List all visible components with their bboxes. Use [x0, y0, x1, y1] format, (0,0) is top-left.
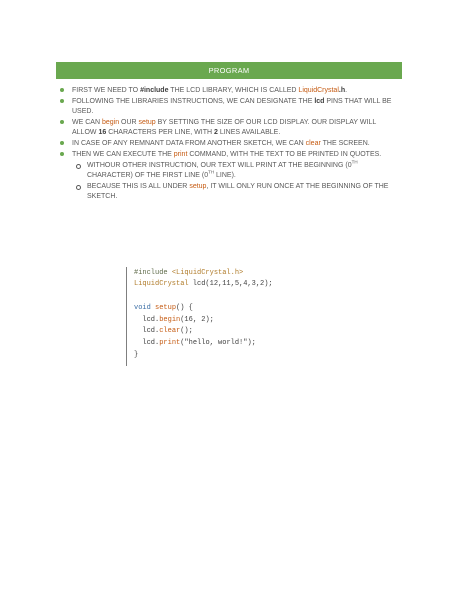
- sub-list-item: WITHOUR OTHER INSTRUCTION, OUR TEXT WILL PRINT AT THE BEGINNING (0TH CHARACTER) OF THE FIRST LINE (0TH LINE).: [87, 161, 402, 181]
- instruction-list: [72, 86, 402, 203]
- code-line: lcd.begin(16, 2);: [134, 316, 214, 324]
- sub-bullet-icon: [76, 185, 81, 190]
- code-line: void setup() {: [134, 304, 193, 312]
- code-block: [126, 267, 287, 366]
- list-item: FIRST WE NEED TO #include THE LCD LIBRARY, WHICH IS CALLED LiquidCrystal.h.: [72, 86, 402, 96]
- bullet-icon: [60, 141, 64, 145]
- list-item: THEN WE CAN EXECUTE THE print COMMAND, WITH THE TEXT TO BE PRINTED IN QUOTES. WITHOUR OTHER INSTRUCTION, OUR TEXT WILL PRINT AT THE BEGINNING (0TH CHARACTER) OF THE FIRST LINE (0TH LINE). BECAUSE THIS IS ALL UNDER setup, IT WILL ONLY RUN ONCE AT THE BEGINNING OF THE SKETCH.: [72, 150, 402, 202]
- list-item: FOLLOWING THE LIBRARIES INSTRUCTIONS, WE CAN DESIGNATE THE lcd PINS THAT WILL BE USED.: [72, 97, 402, 117]
- section-title: PROGRAM: [208, 66, 250, 75]
- section-header: [56, 62, 402, 79]
- list-item: WE CAN begin OUR setup BY SETTING THE SIZE OF OUR LCD DISPLAY. OUR DISPLAY WILL ALLOW 16 CHARACTERS PER LINE, WITH 2 LINES AVAILABLE.: [72, 118, 402, 138]
- code-line: lcd.print("hello, world!");: [134, 339, 256, 347]
- code-line: LiquidCrystal lcd(12,11,5,4,3,2);: [134, 280, 273, 288]
- code-line: #include <LiquidCrystal.h>: [134, 269, 244, 277]
- bullet-icon: [60, 120, 64, 124]
- bullet-icon: [60, 152, 64, 156]
- code-line: lcd.clear();: [134, 327, 193, 335]
- bullet-icon: [60, 99, 64, 103]
- sub-list-item: BECAUSE THIS IS ALL UNDER setup, IT WILL ONLY RUN ONCE AT THE BEGINNING OF THE SKETCH.: [87, 182, 402, 202]
- list-item: IN CASE OF ANY REMNANT DATA FROM ANOTHER SKETCH, WE CAN clear THE SCREEN.: [72, 139, 402, 149]
- sub-list: [72, 161, 402, 202]
- sub-bullet-icon: [76, 164, 81, 169]
- code-line: }: [134, 351, 139, 359]
- bullet-icon: [60, 88, 64, 92]
